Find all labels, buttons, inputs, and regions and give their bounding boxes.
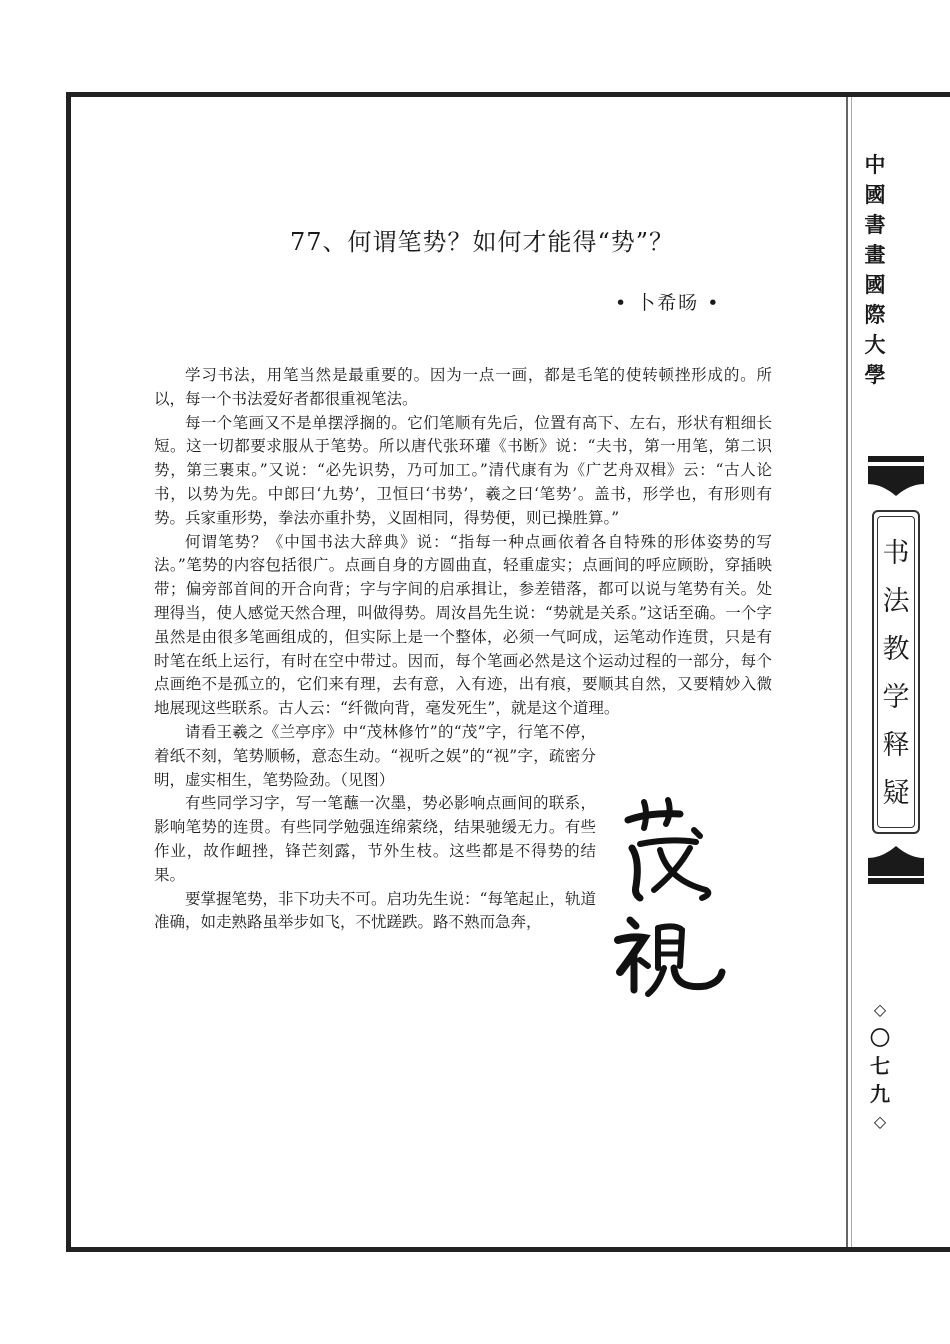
series-char: 释 [882,730,910,761]
banner-top-bar [868,456,924,462]
series-char: 学 [882,682,910,713]
series-char: 书 [882,538,910,569]
univ-char: 畫 [864,243,886,267]
narrow-column [154,721,596,935]
calligraphy-illustration [610,790,730,1000]
series-char: 疑 [882,778,910,809]
diamond-icon: ◇ [873,1112,887,1131]
paragraph-6: 要掌握笔势，非下功夫不可。启功先生说：“每笔起止，轨道准确，如走熟路虽举步如飞，不忧蹉跌。路不熟而急奔， [154,889,596,932]
paragraph-2: 每一个笔画又不是单摆浮搁的。它们笔顺有先后，位置有高下、左右，形状有粗细长短。这一切都要求服从于笔势。所以唐代张环瓘《书断》说：“夫书，第一用笔，第二识势，第三裹束。”又说：“必先识势，乃可加工。”清代康有为《广艺舟双楫》云：“古人论书，以势为先。中郎曰‘九势’，卫恒曰‘书势’，羲之曰‘笔势’。盖书，形学也，有形则有势。兵家重形势，拳法亦重扑势，义固相同，得势便，则已操胜算。” [154,413,772,527]
margin-divider [846,97,848,1247]
diamond-icon: ◇ [873,1000,887,1019]
banner-top-ornament [868,466,924,496]
univ-char: 際 [864,303,886,327]
series-title-vertical [872,530,920,818]
univ-char: 學 [864,363,886,387]
page-number-char: 〇 [870,1026,890,1050]
series-char: 法 [882,586,910,617]
paragraph-3: 何谓笔势？《中国书法大辞典》说：“指每一种点画依着各自特殊的形体姿势的写法。”笔势的内容包括很广。点画自身的方圆曲直，轻重虚实；点画间的呼应顾盼，穿插映带；偏旁部首间的开合向背；字与字间的启承揖让，参差错落，都可以说与笔势有关。处理得当，使人感觉天然合理，叫做得势。周汝昌先生说：“势就是关系。”这话至确。一个字虽然是由很多笔画组成的，但实际上是一个整体，必须一气呵成，运笔动作连贯，只是有时笔在纸上运行，有时在空中带过。因而，每个笔画必然是这个运动过程的一部分，每个点画绝不是孤立的，它们来有理，去有意，入有迹，出有痕，要顺其自然，又要精妙入微地展现这些联系。古人云：“纤微向背，毫发死生”，就是这个道理。 [154,532,772,718]
univ-char: 大 [864,333,886,357]
banner-bottom-ornament [868,846,924,876]
paragraph-5: 有些同学习字，写一笔蘸一次墨，势必影响点画间的联系，影响笔势的连贯。有些同学勉强连绵萦绕，结果驰缓无力。有些作业，故作衄挫，锋芒刻露，节外生枝。这些都是不得势的结果。 [154,794,596,884]
page-number-char: 九 [870,1082,890,1106]
banner-bottom-bar [868,878,924,884]
article-author: • 卜希旸 • [615,292,721,314]
margin-divider-thin [851,97,852,1247]
calligraphy-shi-glyph [618,920,722,994]
univ-char: 中 [864,153,886,177]
univ-char: 國 [864,183,886,207]
calligraphy-mao-glyph [628,800,708,898]
series-char: 教 [882,634,910,665]
university-name-vertical [858,150,892,390]
page-number-char: 七 [870,1054,890,1078]
univ-char: 國 [864,273,886,297]
page-number-vertical [862,996,898,1136]
article-title: 77、何谓笔势？如何才能得“势”？ [289,228,675,256]
paragraph-4: 请看王羲之《兰亭序》中“茂林修竹”的“茂”字，行笔不停，着纸不刻，笔势顺畅，意态生动。“视听之娱”的“视”字，疏密分明，虚实相生，笔势险劲。（见图） [154,722,596,789]
univ-char: 書 [864,213,886,237]
paragraph-1: 学习书法，用笔当然是最重要的。因为一点一画，都是毛笔的使转顿挫形成的。所以，每一个书法爱好者都很重视笔法。 [154,366,772,408]
